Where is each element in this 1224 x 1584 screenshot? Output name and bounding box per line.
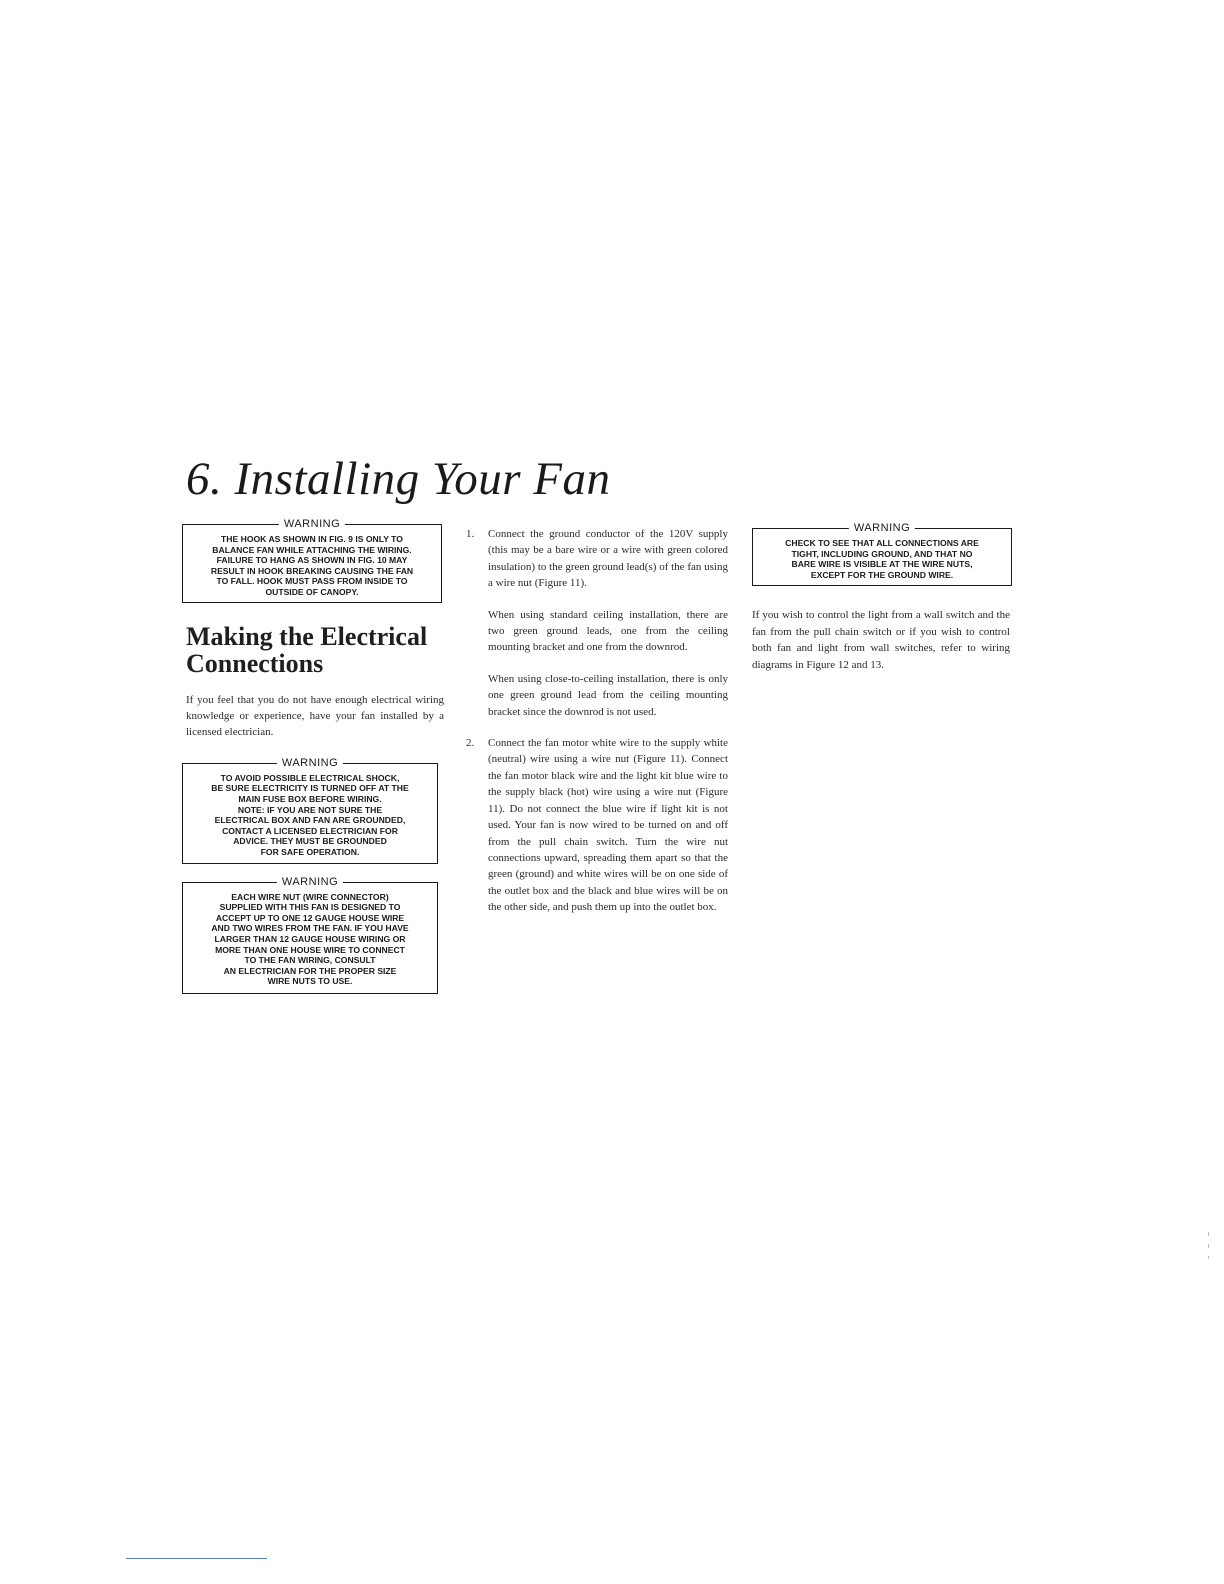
warning-line: WIRE NUTS TO USE. [267,976,353,987]
wall-switch-paragraph: If you wish to control the light from a wall switch and the fan from the pull chain switch or if you wish to control both fan and light from wall switches, refer to wiring diagrams in Figure 12 and 13. [752,609,1010,671]
warning-heading: WARNING [849,522,915,535]
warning-text [187,773,433,858]
warning-text [187,892,433,987]
warning-text [187,534,437,598]
left-column [182,518,446,994]
step-paragraph: Connect the ground conductor of the 120V supply (this may be a bare wire or a wire with green colored insulation) to the green ground lead(s) of the fan using a wire nut (Figure 11). [488,528,728,590]
warning-box-wire-nut [182,875,438,994]
step-paragraph: When using standard ceiling installation, there are two green ground leads, one from the ceiling mounting bracket and one from the downrod. [488,608,728,654]
warning-line: MAIN FUSE BOX BEFORE WIRING. [238,793,382,804]
warning-line: CHECK TO SEE THAT ALL CONNECTIONS ARE [785,538,979,548]
warning-line: ELECTRICAL BOX AND FAN ARE GROUNDED, [214,815,406,826]
warning-heading: WARNING [279,518,345,531]
page-title: 6. Installing Your Fan [186,453,611,505]
warning-line: CONTACT A LICENSED ELECTRICIAN FOR [222,825,398,836]
step-paragraph: When using close-to-ceiling installation, there is only one green ground lead from the ceiling mounting bracket since the downrod is not used. [488,672,728,718]
warning-line: MORE THAN ONE HOUSE WIRE TO CONNECT [215,944,405,955]
step-item [464,735,728,915]
warning-heading: WARNING [277,876,343,889]
warning-text [757,538,1007,580]
right-column [752,522,1016,673]
warning-line: EACH WIRE NUT (WIRE CONNECTOR) [231,891,389,902]
warning-line: TO FALL. HOOK MUST PASS FROM INSIDE TO [216,576,408,587]
warning-line: SUPPLIED WITH THIS FAN IS DESIGNED TO [219,902,401,913]
warning-line: TO AVOID POSSIBLE ELECTRICAL SHOCK, [220,772,400,783]
warning-line: FAILURE TO HANG AS SHOWN IN FIG. 10 MAY [216,555,408,566]
warning-line: ADVICE. THEY MUST BE GROUNDED [233,836,387,847]
warning-line: TO THE FAN WIRING, CONSULT [244,955,376,966]
scan-mark [1208,1244,1209,1248]
warning-line: EXCEPT FOR THE GROUND WIRE. [810,569,954,580]
warning-line: BE SURE ELECTRICITY IS TURNED OFF AT THE [211,783,409,794]
warning-box-connections [752,522,1012,586]
warning-line: TIGHT, INCLUDING GROUND, AND THAT NO [791,548,973,559]
intro-paragraph: If you feel that you do not have enough electrical wiring knowledge or experience, have your fan installed by a licensed electrician. [186,693,444,739]
step-body [488,526,728,720]
step-paragraph: Connect the fan motor white wire to the supply white (neutral) wire using a wire nut (Figure 11). Connect the fan motor black wire and the light kit blue wire to the supply black (hot) wire using a wire nut (Figure 11). Do not connect the blue wire if light kit is not used. Your fan is now wired to be turned on and off from the pull chain switch. Turn the wire nut connections upward, spreading them apart so that the green (ground) and white wires will be on one side of the outlet box and the black and blue wires will be on the other side, and push them up into the outlet box. [488,737,728,914]
step-item [464,526,728,720]
warning-heading: WARNING [277,757,343,770]
warning-line: LARGER THAN 12 GAUGE HOUSE WIRING OR [214,933,406,944]
warning-line: ACCEPT UP TO ONE 12 GAUGE HOUSE WIRE [215,912,405,923]
warning-line: AND TWO WIRES FROM THE FAN. IF YOU HAVE [211,923,409,934]
scan-mark [1208,1232,1209,1236]
section-heading: Making the Electrical Connections [186,621,428,678]
warning-line: OUTSIDE OF CANOPY. [265,586,359,597]
warning-line: THE HOOK AS SHOWN IN FIG. 9 IS ONLY TO [221,534,403,544]
warning-line: AN ELECTRICIAN FOR THE PROPER SIZE [223,965,397,976]
warning-line: RESULT IN HOOK BREAKING CAUSING THE FAN [210,565,414,576]
warning-line: BALANCE FAN WHILE ATTACHING THE WIRING. [212,544,412,555]
warning-line: NOTE: IF YOU ARE NOT SURE THE [237,804,383,815]
warning-line: BARE WIRE IS VISIBLE AT THE WIRE NUTS, [791,559,973,570]
step-number: 2. [466,737,475,750]
step-number: 1. [466,528,475,540]
scan-underline [126,1558,267,1559]
warning-box-hook [182,518,442,603]
middle-column [464,526,728,916]
step-body [488,735,728,915]
warning-line: FOR SAFE OPERATION. [260,846,360,857]
warning-box-shock [182,756,438,864]
scan-mark [1208,1256,1209,1259]
